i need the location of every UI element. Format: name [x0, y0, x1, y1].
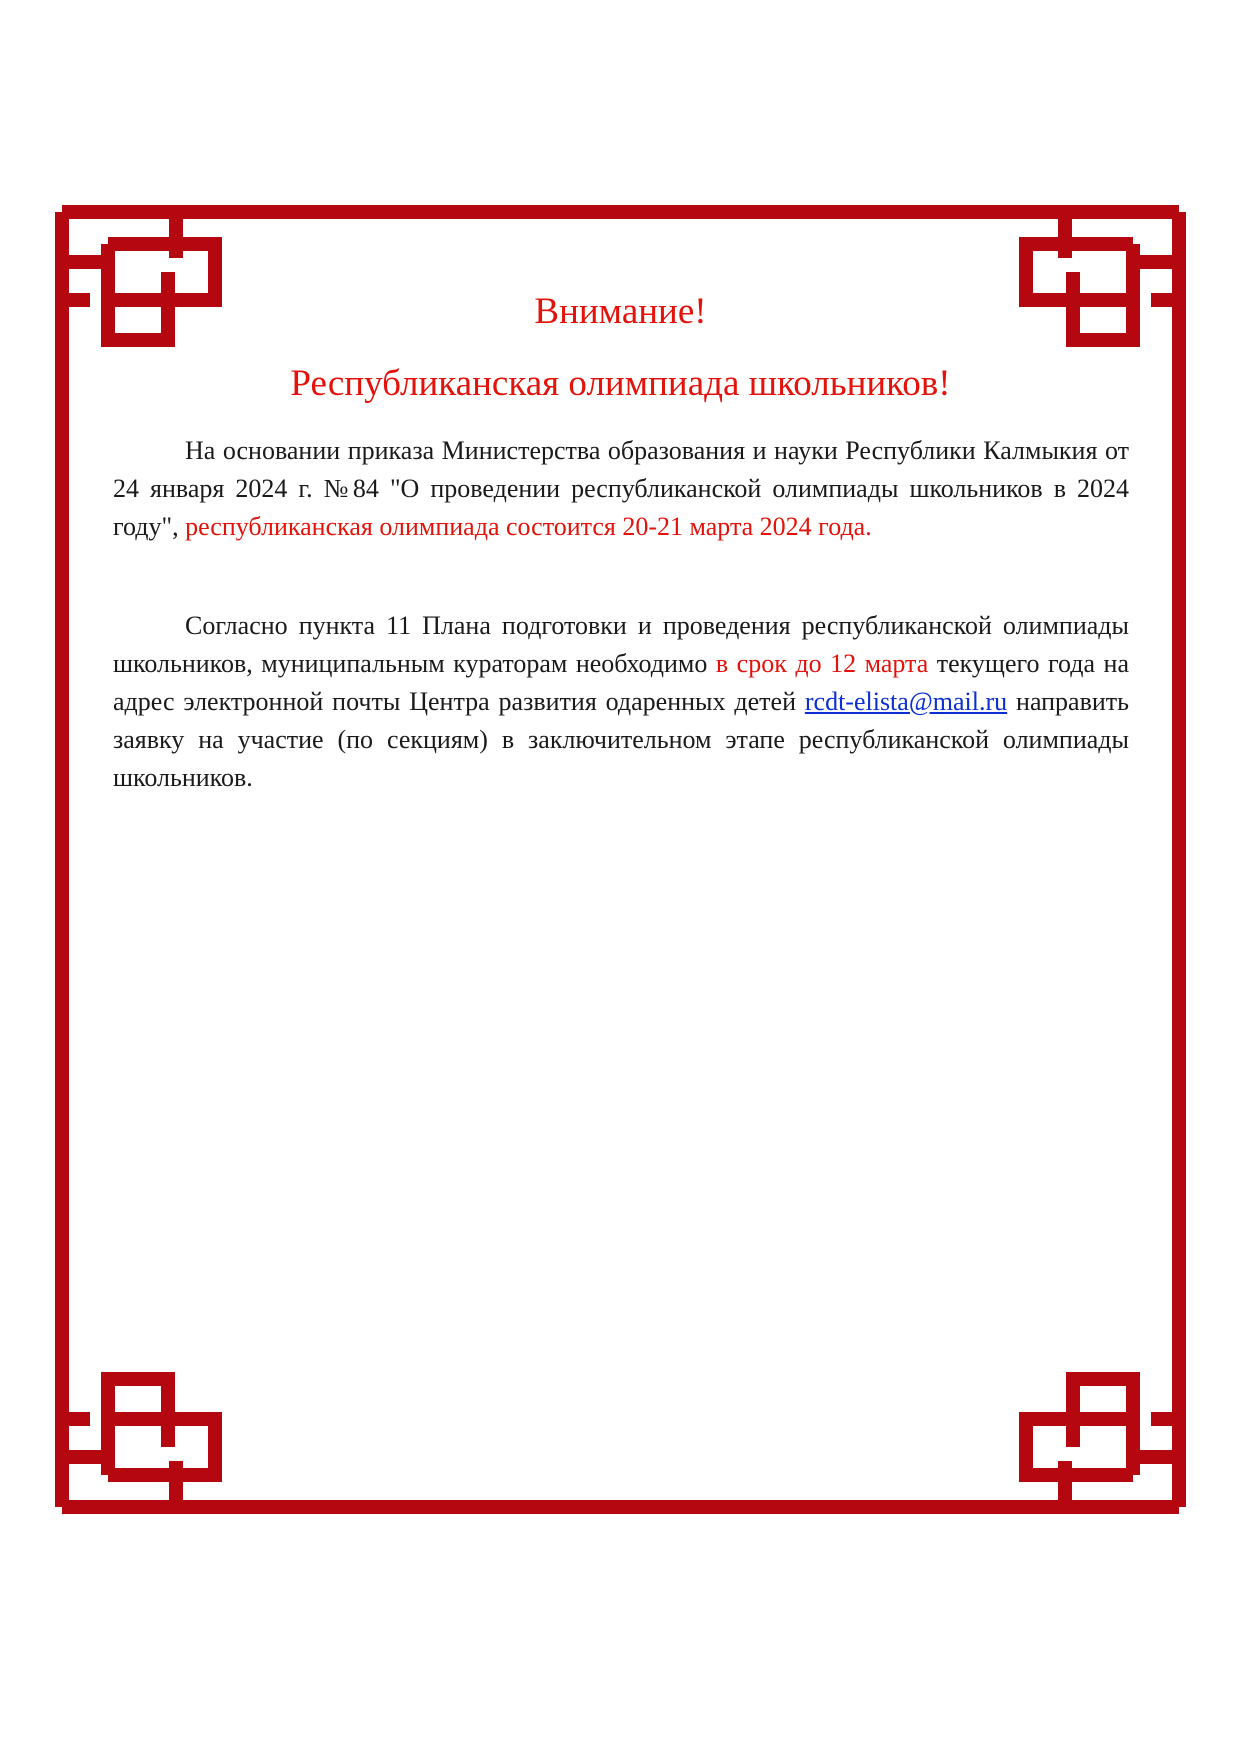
paragraph-text: На основании приказа Министерства образования и науки Республики Калмыкия от 24 января 2024 г. №84 "О проведении республиканской олимпиады школьников в 2024 году",: [113, 436, 1129, 541]
highlight-deadline: в срок до 12 марта: [715, 649, 929, 678]
paragraph-text: Согласно пункта 11 Плана подготовки и проведения республиканской олимпиады школьников, муниципальным кураторам необходимо: [113, 611, 1129, 678]
highlight-dates: республиканская олимпиада состоится 20-21 марта 2024 года.: [185, 512, 872, 541]
corner-ornament-bottom-left: [62, 1371, 215, 1507]
paragraph-order-info: [113, 432, 1129, 546]
email-link[interactable]: rcdt-elista@mail.ru: [804, 687, 1008, 716]
corner-ornament-bottom-right: [1026, 1371, 1179, 1507]
paragraph-text: направить заявку на участие (по секциям) в заключительном этапе республиканской олимпиады школьников.: [113, 687, 1129, 792]
paragraph-text: текущего года на адрес электронной почты Центра развития одаренных детей: [113, 649, 1129, 716]
page-title: Внимание!: [534, 291, 707, 332]
page-subtitle: Республиканская олимпиада школьников!: [290, 363, 951, 404]
paragraph-application-info: [113, 607, 1129, 797]
